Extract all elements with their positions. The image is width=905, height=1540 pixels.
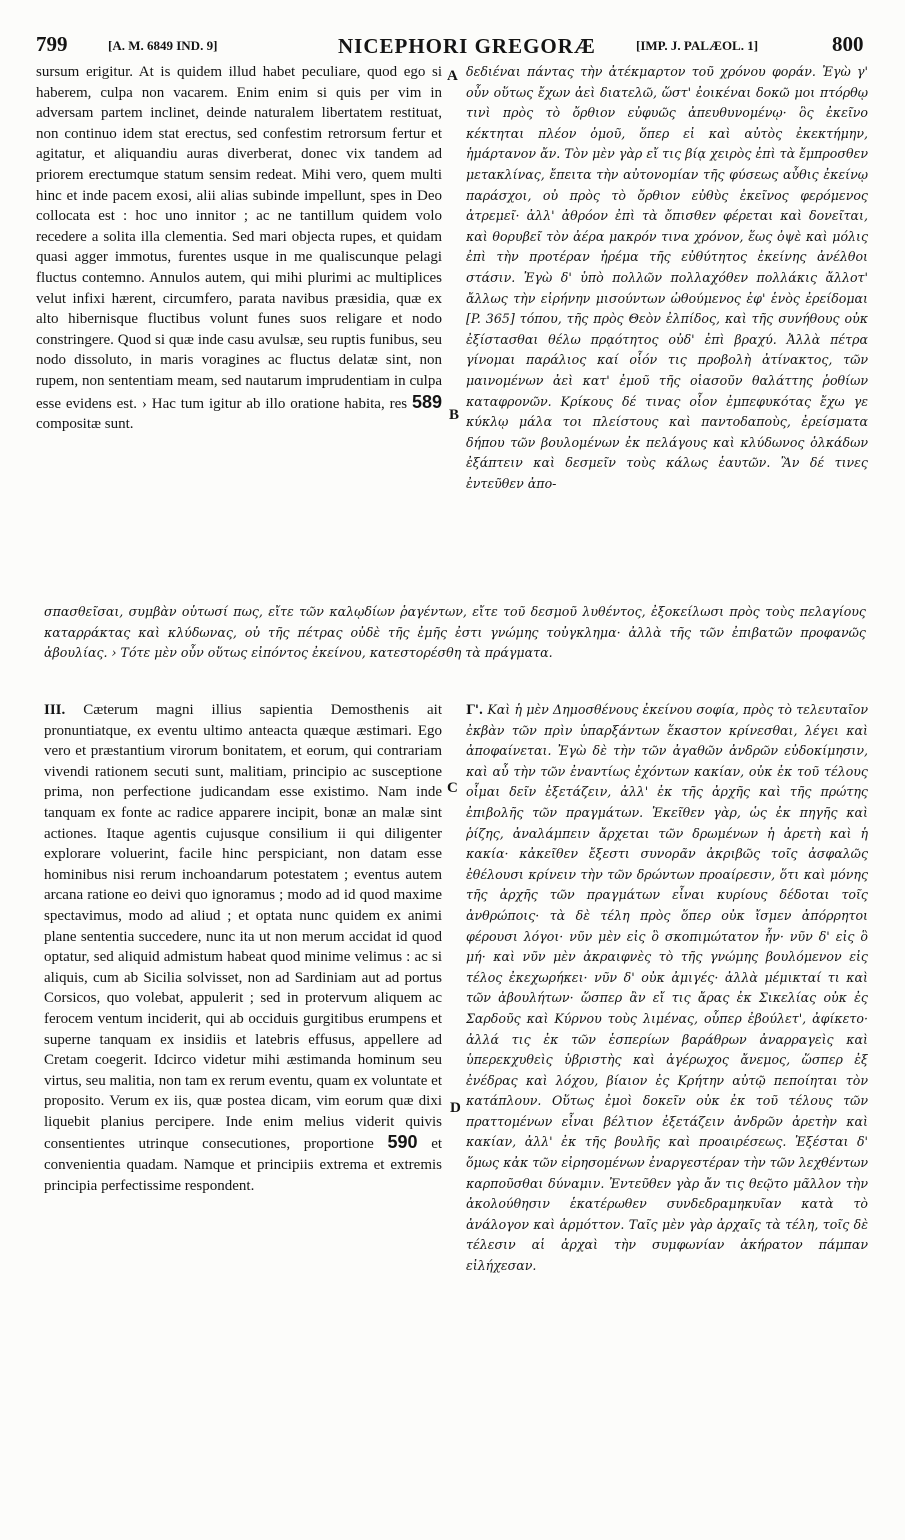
margin-marker-b: B bbox=[449, 407, 460, 423]
column-number-589: 589 bbox=[411, 391, 442, 412]
margin-marker-a: A bbox=[447, 68, 458, 84]
running-title: NICEPHORI GREGORÆ bbox=[338, 34, 596, 58]
margin-marker-c: C bbox=[447, 780, 458, 796]
page-header bbox=[0, 0, 905, 60]
latin-paragraph-bottom bbox=[44, 700, 442, 1196]
greek-column-top bbox=[466, 62, 868, 602]
greek-full-width-continuation bbox=[44, 602, 866, 694]
latin-column-top bbox=[36, 62, 442, 602]
greek-text: Καὶ ἡ μὲν Δημοσθένους ἐκείνου σοφία, πρὸς τὸ τελευταῖον ἐκβὰν τῶν πρὶν ὑπαρξάντων ἕκαστον κρίνεσθαι, λέγει καὶ ἀποφαίνεται. Ἐγὼ δὲ τὴν τῶν ἀγαθῶν ἀνδρῶν εὐδοκίμησιν, καὶ αὖ τὴν τῶν ἐναντίως ἐχόντων κακίαν, οὐκ ἐκ τοῦ τέλους οἶμαι δεῖν ἐξετάζειν, ἀλλ' ἐκ τῆς ἀρχῆς καὶ τῆς πρώτης ἐπιβολῆς τῶν πραγμάτων. Ἐκεῖθεν γὰρ, ὡς ἐκ πηγῆς καὶ ῥίζης, ἀναλάμπειν ἄρχεται τῶν δρωμένων ἡ ἀρετὴ καὶ ἡ κακία· κἀκεῖθεν ἔξεστι συνορᾶν ἀκριβῶς τοῖς ἀσφαλῶς ἐθέλουσι κρίνειν τὴν τῶν δρώντων προαίρεσιν, ὅτι καὶ μόνης τῆς ἀρχῆς τῶν πραγμάτων εἶναι κυρίους δέδοται τοῖς ἀνθρώποις· τὰ δὲ τέλη πρὸς ὅπερ οὐκ ἴσμεν ἀπόρρητοι φέρουσι λόγοι· νῦν μὲν εἰς ὃ σκοπιμώτατον ἦν· νῦν δ' εἰς ὃ μή· καὶ νῦν μὲν ἀκραιφνὲς τὸ τῆς γνώμης βουλόμενον εἰς τέλος ἐκεχωρήκει· νῦν δ' οὐκ ἀμιγές· ἀλλὰ μέμικταί τι καὶ τῶν ἀβουλήτων· ὥσπερ ἂν εἴ τις ἄρας ἐκ Σικελίας οὐκ ἐς Σαρδοῦς καὶ Κύρνου τοὺς λιμένας, οὗπερ ἐβούλετ', ἀφίκετο· ἀλλά τις ἐκ τῶν ἑσπερίων βαράθρων ἀναρραγεὶς καὶ ὑπερεκχυθεὶς ὑβριστὴς καὶ ἀγέρωχος ἄνεμος, ὥσπερ ἐξ ἐνέδρας καὶ λόχου, βίαιον ἐς Κρήτην αὐτῷ πεποίηται τὸν κατάπλουν. Οὕτως ἐμοὶ δοκεῖν οὐκ ἐκ τοῦ τέλους τῶν πραττομένων εἶναι βέλτιον ἐξετάζειν ἀνδρῶν ἀρετὴν καὶ κακίαν, ἀλλ' ἐκ τῆς βουλῆς καὶ προαιρέσεως. Ἐξέσται δ' ὅμως κἀκ τῶν εἰρησομένων ἐναργεστέραν τὴν τῶν λεχθέντων καρποῦσθαι δύναμιν. Ἐντεῦθεν γὰρ ἄν τις θεῷτο μᾶλλον τὴν ἀκολούθησιν ἑκατέρωθεν συνδεδραμηκυῖαν κατὰ τὸ ἀνάλογον καὶ ἁρμόττον. Ταῖς μὲν γὰρ ἀρχαῖς τὰ τέλη, τοῖς δὲ τέλεσιν αἱ ἀρχαὶ τὴν συμφωνίαν ἀκήρατον πάμπαν εἰλήχεσαν. bbox=[466, 702, 868, 1274]
greek-column-bottom bbox=[466, 700, 868, 1450]
left-running-reference: [A. M. 6849 IND. 9] bbox=[108, 38, 218, 53]
latin-paragraph-top bbox=[36, 62, 442, 435]
greek-paragraph-top: δεδιέναι πάντας τὴν ἀτέκμαρτον τοῦ χρόνου φοράν. Ἐγὼ γ' οὖν οὕτως ἔχων ἀεὶ διατελῶ, ὥστ' ἐοικέναι δοκῶ μοι πτόρθῳ τινὶ πρὸς τὸ ὄρθιον εὐφυῶς ἀπευθυνομένῳ· ὃς ἐκεῖνο κέκτηται πλέον ὁμοῦ, ὅπερ εἰ καὶ αὐτὸς ἐκεκτήμην, ἡμάρτανον ἄν. Τὸν μὲν γὰρ εἴ τις βίᾳ χειρὸς ἐπὶ τὰ ἔμπροσθεν μετακλίνας, ἔπειτα τὴν αὐτονομίαν τῆς φύσεως αὖθις ἐκείνῳ παράσχοι, οὐ πρὸς τὸ ὄρθιον εὐθὺς ἐκεῖνος φερόμενος ἀτρεμεῖ· ἀλλ' ἀθρόον ἐπὶ τὰ ὄπισθεν φέρεται καὶ δονεῖται, καὶ θορυβεῖ τὸν ἀέρα μακρόν τινα χρόνον, ἕως ὀψὲ καὶ μόλις ἐπὶ τὴν προτέραν ἠρέμα τῆς εὐθύτητος ἐκείνης ἀνέλθοι στάσιν. Ἐγὼ δ' ὑπὸ πολλῶν πολλαχόθεν πολλάκις ἄλλοτ' ἄλλως τὴν εἰρήνην μισούντων ὠθούμενος ἐφ' ἑνὸς ἐρείδομαι [P. 365] τόπου, τῆς πρὸς Θεὸν ἐλπίδος, καὶ τῆς συνήθους οὐκ ἐξίστασθαι θέλω πρᾳότητος οὐδ' ἐπὶ βραχύ. Ἀλλὰ πέτρα γίνομαι παράλιος καί οἷόν τις προβολὴ ἀτίνακτος, τῶν μαινομένων ἀεὶ κατ' ἐμοῦ τῆς οἱασοῦν θαλάττης ῥοθίων καταφρονῶν. Κρίκους δέ τινας οἷον ἐμπεφυκότας ἔχω γε κύκλῳ μάλα τοι πλείστους καὶ παντοδαποὺς, ἐρείσματα δήπου τῶν βουλομένων ἐκ πελάγους καὶ κλύδωνος ὁλκάδων ἐξάπτειν καὶ δεσμεῖν τοὺς κάλως ἑαυτῶν. Ἂν δέ τινες ἐντεῦθεν ἀπο- bbox=[466, 64, 868, 491]
right-page-number: 800 bbox=[832, 32, 864, 56]
greek-section-heading: Γ'. bbox=[466, 702, 484, 717]
latin-column-bottom bbox=[44, 700, 442, 1420]
greek-paragraph-bottom bbox=[466, 700, 868, 1277]
latin-section-heading: III. bbox=[44, 702, 66, 718]
margin-marker-d: D bbox=[450, 1100, 461, 1116]
latin-text-end: et convenientia quadam. Namque et principiis extrema et extremis principia perfectissime respondent. bbox=[44, 1136, 442, 1194]
left-page-number: 799 bbox=[36, 32, 68, 56]
right-running-reference: [IMP. J. PALÆOL. 1] bbox=[636, 38, 759, 53]
greek-continuation-text: σπασθεῖσαι, συμβὰν οὑτωσί πως, εἴτε τῶν καλῳδίων ῥαγέντων, εἴτε τοῦ δεσμοῦ λυθέντος, ἐξοκείλωσι πρὸς τοὺς πελαγίους καταρράκτας καὶ κλύδωνας, οὐ τῆς πέτρας οὐδὲ τῆς ἐμῆς ἐστι γνώμης τοὐγκλημα· ἀλλὰ τῆς τῶν ἐπιβατῶν προφανῶς ἀβουλίας. › Τότε μὲν οὖν οὕτως εἰπόντος ἐκείνου, κατεστορέσθη τὰ πράγματα. bbox=[44, 604, 866, 661]
latin-text-end: compositæ sunt. bbox=[36, 416, 134, 433]
latin-text: sursum erigitur. At is quidem illud habet peculiare, quod ego si haberem, culpa non vacarem. Enim enim si quis per vim in adversam partem inclinet, deinde naturalem libertatem restituat, non continuo idem stat erectus, sed confestim retrorsum fertur et agitatur, et aliquandiu auras diverberat, donec vix tandem ad priorem erectumque statum sensim redeat. Mihi vero, quem multi hinc et inde pacem exosi, alii alias subinde impellunt, spes in Deo collocata est : hoc uno innitor ; ac ne tantillum quidem volo recedere a solita illa clementia. Sed mari objecta rupes, et quidam quasi agger immotus, furentes usque in me qualiscunque pelagi fluctus contemno. Annulos autem, qui mihi plurimi ac multiplices velut infixi hærent, circumfero, parata navibus præsidia, quæ ex alto hibernisque fluctibus volunt funes suos religare et nodo constringere. Quod si quæ inde casu avulsæ, seu ruptis funibus, seu nodo dissoluto, in maris voragines ac fluctus delatæ sint, non rupem, non sententiam meam, sed nautarum imprudentiam in culpa esse evidens est. › Hac tum igitur ab illo oratione habita, res bbox=[36, 64, 442, 412]
latin-text: Cæterum magni illius sapientia Demosthenis ait pronuntiatque, ex eventu ultimo anteacta quæque æstimari. Ego vero et præstantium virorum bonitatem, et eorum, qui contrariam vivendi rationem secuti sunt, malitiam, principio ac susceptione prima, non perfectione judicandam esse existimo. Nam inde tanquam ex fonte ac radice apparere incipit, bonæ an malæ sint actiones. Itaque agentis cujusque consilium ii qui diligenter explorare voluerint, facile hinc perspiciant, non datam esse hominibus nisi rerum inchoandarum potestatem ; eventus autem arcana ratione eo deivi quo ignoramus ; modo ad id quod maxime spectavimus, modo ad aliud ; et optata nunc quidem ex animi plane sententia succedere, nunc ita ut non merum accidat id quod optatur, sed aliquid admistum habeat quod minime velimus : ac si aliquis, cum ab Sicilia solvisset, non ad Sardiniam aut ad portus Corsicos, quo volebat, appulerit ; sed in protervum aliquem ac ferocem ventum inciderit, qui ab occiduis gurgitibus erumpens et superne tanquam ex insidiis et latebris effusus, appellere ad Cretam coegerit. Idcirco videtur mihi æstimanda hominum seu virtus, seu malitia, non tam ex rerum eventu, quam ex voluntate et proposito. Verum ex iis, quæ postea dicam, vim eorum quæ dixi liquebit planius percipere. Inde enim melius viderit quivis consentientes utrinque consecutiones, proportione bbox=[44, 702, 442, 1153]
column-number-590: 590 bbox=[387, 1132, 418, 1153]
